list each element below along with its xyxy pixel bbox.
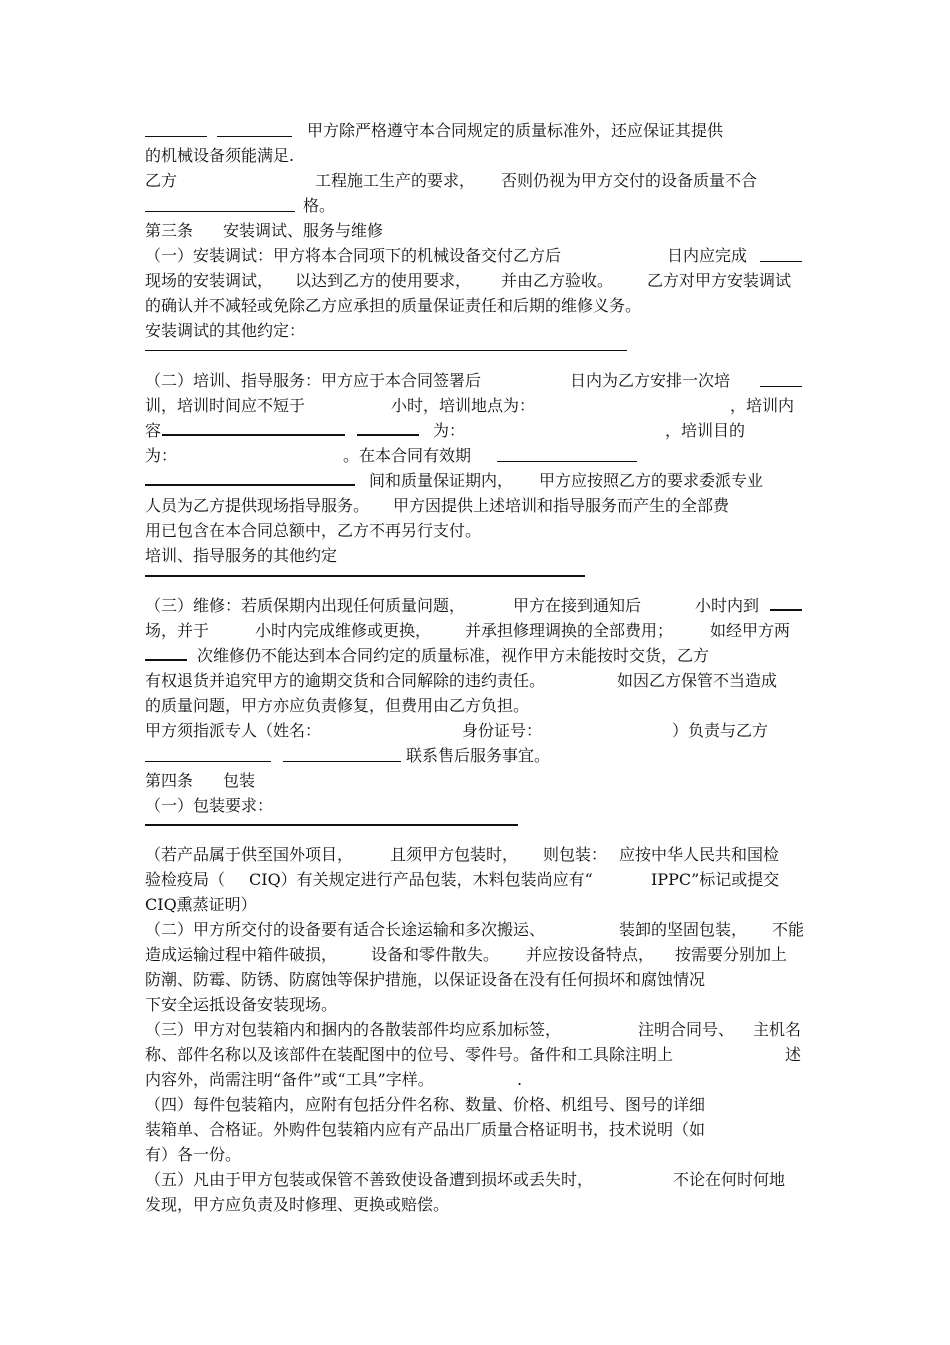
text-segment: 以达到乙方的使用要求， (295, 271, 472, 290)
text-segment: 的质量问题，甲方亦应负责修复，但费用由乙方负担。 (145, 696, 530, 715)
blank-underline (760, 261, 802, 262)
blank-underline (145, 659, 187, 661)
text-segment: 训，培训时间应不短于 (145, 396, 306, 415)
text-segment: 发现，甲方应负责及时修理、更换或赔偿。 (145, 1195, 450, 1214)
text-segment: 不论在何时何地 (673, 1170, 786, 1189)
text-segment: 间和质量保证期内， (369, 471, 514, 490)
blank-underline (283, 761, 401, 762)
text-segment: 不能 (772, 920, 805, 939)
text-segment: 并由乙方验收。 (501, 271, 614, 290)
text-segment: 甲方在接到通知后 (513, 596, 642, 615)
text-segment: 为： (145, 446, 178, 465)
text-segment: 按需要分别加上 (675, 945, 788, 964)
text-segment: 次维修仍不能达到本合同约定的质量标准，视作甲方未能按时交货，乙方 (197, 646, 710, 665)
text-segment: 主机名 (753, 1020, 802, 1039)
blank-underline (162, 434, 345, 436)
section-number: 第三条 (145, 221, 194, 240)
text-segment: 培训、指导服务的其他约定 (145, 546, 338, 565)
text-segment: ，培训内 (730, 396, 795, 415)
text-segment: 甲方因提供上述培训和指导服务而产生的全部费 (393, 496, 730, 515)
text-segment: 下安全运抵设备安装现场。 (145, 995, 338, 1014)
text-segment: 格。 (303, 196, 336, 215)
text-segment: 甲方应按照乙方的要求委派专业 (539, 471, 764, 490)
text-segment: 小时内到 (695, 596, 760, 615)
text-segment: ，培训目的 (665, 421, 746, 440)
text-segment: 日内为乙方安排一次培 (570, 371, 731, 390)
text-segment: 安装调试的其他约定： (145, 321, 306, 340)
text-segment: 小时，培训地点为： (391, 396, 536, 415)
blank-underline (145, 211, 295, 212)
text-segment: 人员为乙方提供现场指导服务。 (145, 496, 370, 515)
text-segment: CIQ熏蒸证明） (145, 895, 257, 914)
section-title: 包装 (223, 771, 256, 790)
blank-underline (770, 609, 802, 611)
section-title: 安装调试、服务与维修 (223, 221, 384, 240)
text-segment: 如经甲方两 (710, 621, 791, 640)
text-segment: CIQ）有关规定进行产品包装，木料包装尚应有“ (249, 870, 593, 889)
blank-underline (760, 386, 802, 387)
text-segment: 乙方 (145, 171, 178, 190)
text-segment: 小时内完成维修或更换， (255, 621, 432, 640)
text-segment: 的机械设备须能满足. (145, 146, 295, 165)
text-segment: 装箱单、合格证。外购件包装箱内应有产品出厂质量合格证明书，技术说明（如 (145, 1120, 706, 1139)
text-segment: 有）各一份。 (145, 1145, 242, 1164)
blank-underline (145, 824, 518, 826)
text-segment: 甲方除严格遵守本合同规定的质量标准外，还应保证其提供 (307, 121, 724, 140)
text-segment: （二）甲方所交付的设备要有适合长途运输和多次搬运、 (145, 920, 546, 939)
text-segment: 如因乙方保管不当造成 (617, 671, 778, 690)
text-segment: 并应按设备特点， (526, 945, 655, 964)
text-segment: 为： (433, 421, 466, 440)
text-segment: IPPC”标记或提交 (651, 870, 780, 889)
text-segment: （四）每件包装箱内，应附有包括分件名称、数量、价格、机组号、图号的详细 (145, 1095, 706, 1114)
section-number: 第四条 (145, 771, 194, 790)
blank-underline (145, 136, 207, 137)
text-segment: 容 (145, 421, 162, 440)
text-segment: （五）凡由于甲方包装或保管不善致使设备遭到损坏或丢失时， (145, 1170, 594, 1189)
text-segment: 注明合同号、 (638, 1020, 735, 1039)
text-segment: 的确认并不减轻或免除乙方应承担的质量保证责任和后期的维修义务。 (145, 296, 642, 315)
text-segment: 甲方须指派专人（姓名： (145, 721, 322, 740)
text-segment: （二）培训、指导服务：甲方应于本合同签署后 (145, 371, 482, 390)
blank-underline (497, 461, 637, 462)
text-segment: 且须甲方包装时， (390, 845, 519, 864)
text-segment: 防潮、防霉、防锈、防腐蚀等保护措施，以保证设备在没有任何损坏和腐蚀情况 (145, 970, 706, 989)
text-segment: （一）安装调试：甲方将本合同项下的机械设备交付乙方后 (145, 246, 562, 265)
text-segment: 则包装： (543, 845, 608, 864)
text-segment: 工程施工生产的要求， (315, 171, 476, 190)
text-segment: （三）甲方对包装箱内和捆内的各散装部件均应系加标签， (145, 1020, 562, 1039)
text-segment: 应按中华人民共和国检 (619, 845, 780, 864)
text-segment: 否则仍视为甲方交付的设备质量不合 (501, 171, 758, 190)
text-segment: 称、部件名称以及该部件在装配图中的位号、零件号。备件和工具除注明上 (145, 1045, 674, 1064)
blank-underline (217, 136, 292, 137)
text-segment: 用已包含在本合同总额中，乙方不再另行支付。 (145, 521, 482, 540)
text-segment: （三）维修：若质保期内出现任何质量问题， (145, 596, 466, 615)
text-segment: 有权退货并追究甲方的逾期交货和合同解除的违约责任。 (145, 671, 546, 690)
text-segment: 日内应完成 (667, 246, 748, 265)
text-segment: 设备和零件散失。 (371, 945, 500, 964)
blank-underline (145, 484, 355, 486)
blank-underline (145, 350, 627, 351)
blank-underline (145, 761, 271, 762)
text-segment: 场，并于 (145, 621, 210, 640)
text-segment: ）负责与乙方 (672, 721, 769, 740)
text-segment: 并承担修理调换的全部费用； (465, 621, 674, 640)
text-segment: 内容外，尚需注明“备件”或“工具”字样。 (145, 1070, 434, 1089)
text-segment: 造成运输过程中箱件破损， (145, 945, 338, 964)
text-segment: 现场的安装调试， (145, 271, 274, 290)
text-segment: 。在本合同有效期 (343, 446, 472, 465)
text-segment: （一）包装要求： (145, 796, 274, 815)
text-segment: . (517, 1070, 523, 1089)
text-segment: 述 (785, 1045, 802, 1064)
blank-underline (145, 575, 585, 577)
blank-underline (357, 434, 419, 436)
text-segment: 装卸的坚固包装， (619, 920, 748, 939)
text-segment: 联系售后服务事宜。 (406, 746, 551, 765)
text-segment: 乙方对甲方安装调试 (647, 271, 792, 290)
text-segment: （若产品属于供至国外项目， (145, 845, 354, 864)
text-segment: 身份证号： (462, 721, 543, 740)
text-segment: 验检疫局（ (145, 870, 226, 889)
